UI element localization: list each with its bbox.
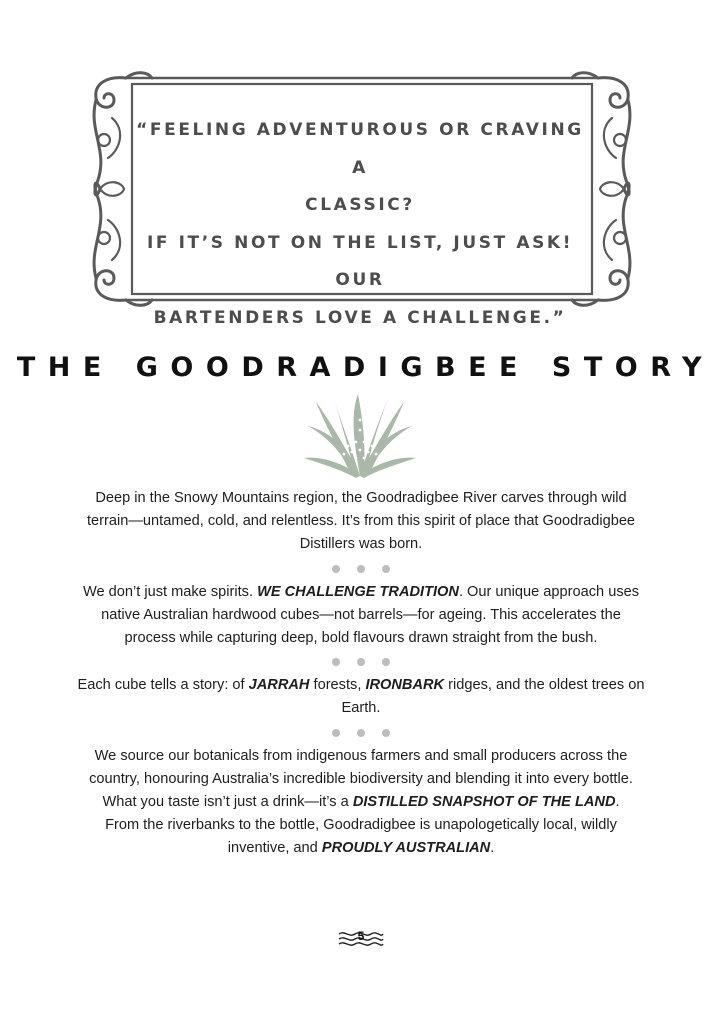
story-paragraph: Deep in the Snowy Mountains region, the Goodradigbee River carves through wild terrain—untamed, cold, and relentless. It’s from this spirit of place that Goodradigbee Distillers was born. [86, 490, 636, 553]
emphasis-text: DISTILLED SNAPSHOT OF THE LAND [352, 794, 616, 811]
dot-icon [382, 658, 390, 666]
text-run: . Our unique approach uses native Australian hardwood cubes—not barrels—for ageing. This accelerates the process while capturing deep, bold flavours drawn straight from the bush. [101, 583, 640, 647]
separator-dots [76, 650, 646, 674]
dot-icon [357, 658, 365, 666]
dot-icon [382, 565, 390, 573]
emphasis-text: WE CHALLENGE TRADITION [257, 583, 459, 600]
story-paragraph [76, 674, 646, 720]
emphasis-text: PROUDLY AUSTRALIAN [321, 840, 491, 857]
text-run: . [490, 840, 495, 857]
quote-line: IF IT’S NOT ON THE LIST, JUST ASK! OUR [146, 232, 574, 290]
emphasis-text: JARRAH [248, 677, 310, 694]
story-paragraph [76, 581, 646, 651]
emphasis-text: IRONBARK [365, 677, 445, 694]
text-run: We source our botanicals from indigenous farmers and small producers across the country, honouring Australia’s incredible biodiversity and blending it into every bottle. What you taste isn’t just a drink—it’s a [89, 747, 633, 811]
dot-icon [357, 565, 365, 573]
text-run: ridges, and the oldest trees on Earth. [341, 677, 645, 717]
page-number [337, 926, 385, 950]
story-paragraph [76, 814, 646, 860]
dot-icon [357, 729, 365, 737]
page-number-text: 5 [357, 929, 365, 943]
story-body [76, 487, 646, 861]
dot-icon [332, 729, 340, 737]
story-paragraph [76, 745, 646, 815]
dot-icon [332, 658, 340, 666]
text-run: Each cube tells a story: of [77, 677, 249, 694]
separator-dots [76, 721, 646, 745]
bartender-quote [130, 112, 590, 337]
dot-icon [332, 565, 340, 573]
fern-icon [302, 392, 418, 478]
text-run: forests, [309, 677, 366, 694]
dot-icon [382, 729, 390, 737]
quote-line: CLASSIC? [305, 195, 415, 215]
quote-line: “FEELING ADVENTUROUS OR CRAVING A [136, 120, 584, 178]
text-run: From the riverbanks to the bottle, Goodradigbee is unapologetically local, wildly inventive, and [105, 817, 617, 857]
text-run: We don’t just make spirits. [82, 583, 258, 600]
quote-line: BARTENDERS LOVE A CHALLENGE.” [153, 307, 567, 328]
separator-dots [76, 557, 646, 581]
text-run: . [615, 794, 620, 811]
section-title: THE GOODRADIGBEE STORY [16, 352, 715, 383]
